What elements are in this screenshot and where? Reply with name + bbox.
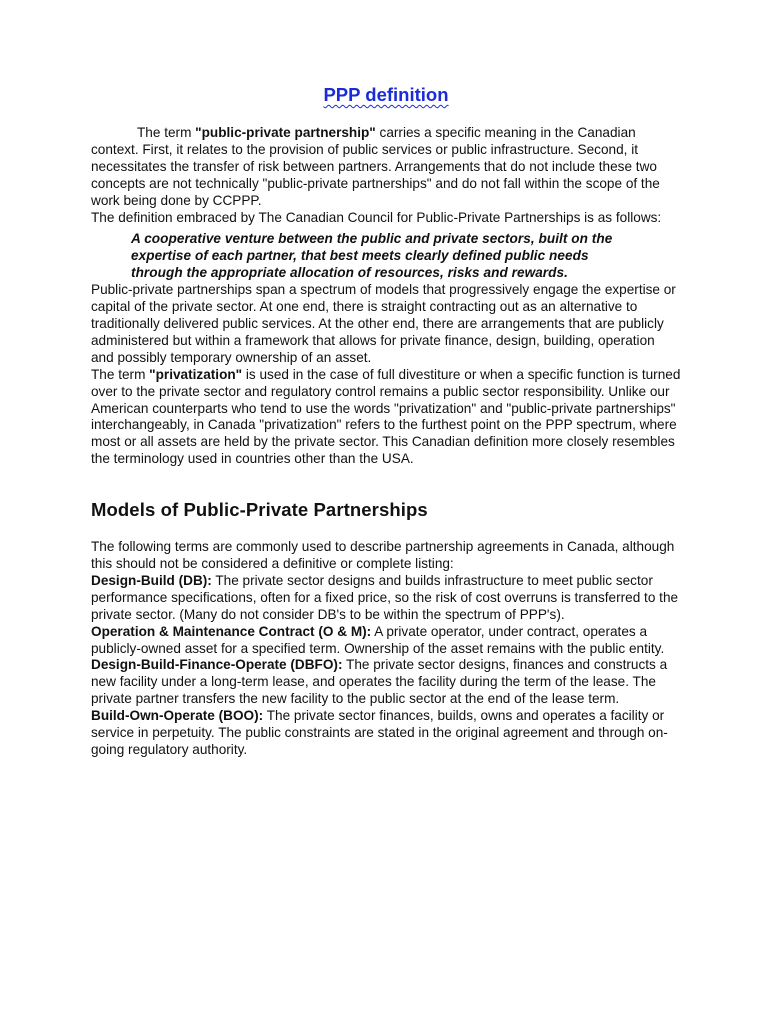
intro-paragraph: [91, 125, 681, 210]
spectrum-paragraph: Public-private partnerships span a spectrum of models that progressively engage the expertise or capital of the private sector. At one end, there is straight contracting out as an alternative to traditionally delivered public services. At the other end, there are arrangements that are publicly administered but within a framework that allows for private finance, design, building, operation and possibly temporary ownership of an asset.: [91, 282, 676, 365]
privatization-paragraph: [91, 367, 681, 468]
models-heading: Models of Public-Private Partnerships: [91, 499, 428, 521]
model-text: The private sector designs and builds infrastructure to meet public sector performance specifications, often for a fixed price, so the risk of cost overruns is transferred to the private sector. (Many do not consider DB's to be within the spectrum of PPP's).: [91, 572, 679, 622]
definition-quote: A cooperative venture between the public and private sectors, built on the expertise of each partner, that best meets clearly defined public needs through the appropriate allocation of resources, risks and rewards.: [131, 231, 613, 281]
model-text: A private operator, under contract, operates a publicly-owned asset for a specified term. Ownership of the asset remains with the public entity.: [91, 623, 665, 656]
model-item-om: [91, 624, 681, 658]
model-item-boo: [91, 708, 681, 759]
definition-intro: The definition embraced by The Canadian Council for Public-Private Partnerships is as follows:: [91, 209, 662, 225]
intro-term: "public-private partnership": [195, 125, 376, 140]
model-text: The private sector designs, finances and constructs a new facility under a long-term lease, and operates the facility during the term of the lease. The private partner transfers the new facility to the public sector at the end of the lease term.: [91, 657, 668, 707]
model-term: Operation & Maintenance Contract (O & M):: [91, 623, 372, 639]
model-item-db: [91, 573, 681, 624]
model-term: Design-Build (DB):: [91, 572, 212, 588]
model-text: The private sector finances, builds, owns and operates a facility or service in perpetuity. The public constraints are stated in the original agreement and through on-going regulatory authority.: [91, 708, 668, 757]
document-page: [91, 84, 681, 759]
model-item-dbfo: [91, 657, 681, 708]
models-intro: The following terms are commonly used to describe partnership agreements in Canada, although this should not be considered a definitive or complete listing:: [91, 539, 675, 572]
model-term: Build-Own-Operate (BOO):: [91, 708, 264, 724]
privatization-lead: The term: [91, 366, 150, 382]
page-title: PPP definition: [323, 84, 449, 105]
intro-rest: carries a specific meaning in the Canadian context. First, it relates to the provision of public services or public infrastructure. Second, it necessitates the transfer of risk between partners. Arrangements that do not include these two concepts are not technically "public-private partnerships" and do not fall within the scope of the work being done by CCPPP.: [91, 125, 660, 208]
privatization-rest: is used in the case of full divestiture or when a specific function is turned over to the private sector and regulatory control remains a public sector responsibility. Unlike our American counterparts who tend to use the words "privatization" and "public-private partnerships" interchangeably, in Canada "privatization" refers to the furthest point on the PPP spectrum, where most or all assets are held by the private sector. This Canadian definition more closely resembles the terminology used in countries other than the USA.: [91, 366, 681, 467]
intro-lead: The term: [137, 125, 196, 140]
model-term: Design-Build-Finance-Operate (DBFO):: [91, 657, 343, 673]
privatization-term: "privatization": [149, 366, 243, 382]
